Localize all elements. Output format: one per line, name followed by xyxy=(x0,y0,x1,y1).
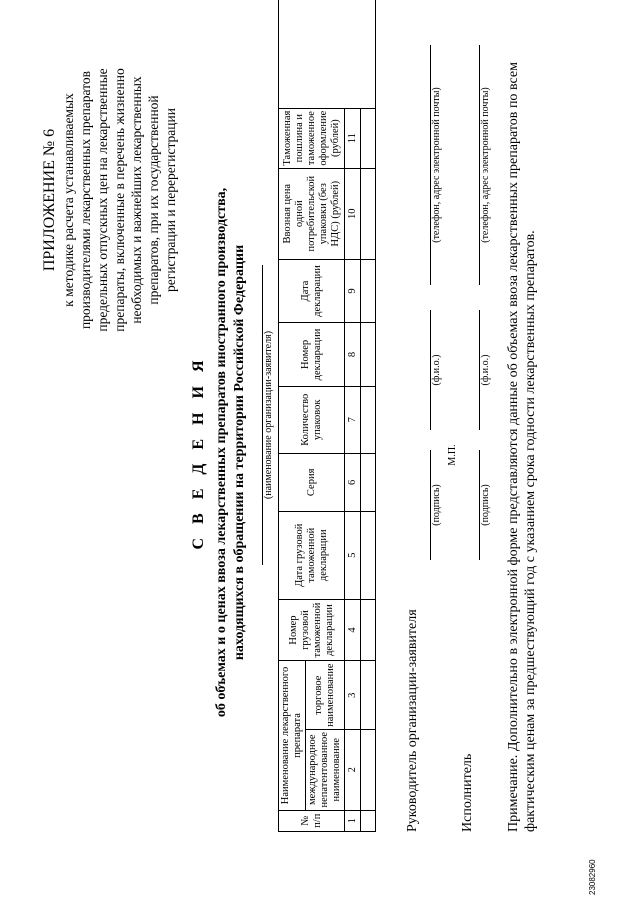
table-cell xyxy=(361,810,376,831)
col-header-name-group: Наименование лекарственного препарата xyxy=(279,661,306,810)
table-cell xyxy=(361,386,376,453)
col-number: 6 xyxy=(345,453,361,511)
col-number: 1 xyxy=(345,810,361,831)
table-number-row xyxy=(345,0,361,832)
col-number: 7 xyxy=(345,386,361,453)
col-header-no: № п/п xyxy=(279,810,345,831)
document-subtitle-line-2: находящихся в обращении на территории Российской Федерации xyxy=(232,244,247,661)
col-header-cargo-decl-date: Дата грузовой таможенной декларации xyxy=(279,511,345,599)
col-number: 5 xyxy=(345,511,361,599)
col-header-qty: Количество упаковок xyxy=(279,386,345,453)
table-cell xyxy=(361,108,376,168)
head-fio-hint: (ф.и.о.) xyxy=(431,354,442,386)
table-cell xyxy=(361,599,376,661)
appendix-line: производителями лекарственных препаратов xyxy=(78,70,93,330)
appendix-line: предельных отпускных цен на лекарственные xyxy=(95,68,110,332)
table-cell xyxy=(361,661,376,729)
head-contact-hint: (телефон, адрес электронной почты) xyxy=(431,87,442,243)
document-subtitle-line-1: об объемах и о ценах ввоза лекарственных препаратов иностранного производства, xyxy=(214,187,229,718)
col-header-decl-no: Номер декларации xyxy=(279,323,345,386)
table-cell xyxy=(361,453,376,511)
col-number: 11 xyxy=(345,108,361,168)
executor-label: Исполнитель xyxy=(460,753,475,832)
appendix-line: препараты, включенные в перечень жизненно xyxy=(112,68,127,332)
appendix-title: ПРИЛОЖЕНИЕ № 6 xyxy=(41,128,58,272)
note-paragraph: Примечание. Дополнительно в электронной форме представляются данные об объемах ввоза лекарственных препаратов по всем фактическим ценам за предшествующий год с указанием срока годности лекарственных препаратов. xyxy=(506,62,538,832)
head-signature-label: Руководитель организации-заявителя xyxy=(405,609,420,832)
table-cell xyxy=(361,511,376,599)
executor-fio-hint: (ф.и.о.) xyxy=(480,354,491,386)
col-header-series: Серия xyxy=(279,453,345,511)
stamp-label: М.П. xyxy=(447,444,458,466)
col-number: 2 xyxy=(345,729,361,810)
table-cell xyxy=(361,323,376,386)
appendix-line: регистрации и перерегистрации xyxy=(163,108,178,292)
table-cell xyxy=(361,168,376,259)
executor-contact-hint: (телефон, адрес электронной почты) xyxy=(480,87,491,243)
col-number: 9 xyxy=(345,259,361,322)
col-header-price: Ввозная цена одной потребительской упаковки (без НДС) (рублей) xyxy=(279,168,345,259)
document-code: 23082960 xyxy=(588,859,597,895)
table-row xyxy=(361,0,376,832)
col-number: 8 xyxy=(345,323,361,386)
col-header-inn: международное непатентованное наименование xyxy=(306,729,345,810)
col-header-duty: Таможенная пошлина и таможенное оформление (рублей) xyxy=(279,108,345,168)
col-header-trade: торговое наименование xyxy=(306,661,345,729)
col-header-decl-date: Дата декларации xyxy=(279,259,345,322)
col-number: 3 xyxy=(345,661,361,729)
org-name-caption: (наименование организации-заявителя) xyxy=(263,330,274,500)
col-number: 10 xyxy=(345,168,361,259)
table-cell xyxy=(361,259,376,322)
executor-signature-hint: (подпись) xyxy=(480,484,491,526)
appendix-line: препаратов, при их государственной xyxy=(146,95,161,305)
head-signature-hint: (подпись) xyxy=(431,484,442,526)
import-data-table xyxy=(278,0,376,832)
appendix-block xyxy=(40,35,179,365)
appendix-line: к методике расчета устанавливаемых xyxy=(61,93,76,307)
appendix-line: необходимых и важнейших лекарственных xyxy=(129,76,144,324)
col-header-cargo-decl-no: Номер грузовой таможенной декларации xyxy=(279,599,345,661)
table-margin-cell xyxy=(279,0,376,108)
document-title: С В Е Д Е Н И Я xyxy=(190,355,207,550)
table-cell xyxy=(361,729,376,810)
col-number: 4 xyxy=(345,599,361,661)
